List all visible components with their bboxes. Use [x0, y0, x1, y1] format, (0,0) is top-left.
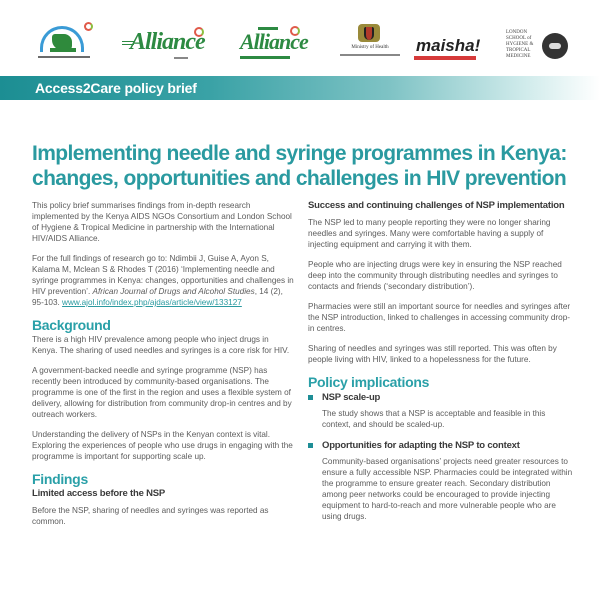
lshtm-seal-icon: [542, 33, 568, 59]
ministry-of-health-logo: Ministry of Health: [330, 20, 410, 66]
policy-item-body: Community-based organisations’ projects need greater resources to ensure a fully accessible NSP. Pharmacies could be integrated within the programme to ensure greater reach. Secondary distribution among peer networks could be encouraged to provide injecting equipment to hard-to-reach and more vulnerable people who are using drugs.: [322, 457, 573, 521]
international-hiv-aids-alliance-logo: Alliance: [240, 22, 300, 62]
square-bullet-icon: [308, 443, 313, 448]
success-paragraph: Sharing of needles and syringes was still reported. This was often by people living with HIV, linked to a hopelessness for the future.: [308, 344, 557, 364]
background-paragraph: Understanding the delivery of NSPs in the Kenyan context is vital. Exploring the experiences of people who use drugs in engaging with the programme is important for supporting scale up.: [32, 430, 293, 461]
findings-paragraph: Before the NSP, sharing of needles and syringes was reported as common.: [32, 506, 269, 526]
document-title: Implementing needle and syringe programmes in Kenya: changes, opportunities and challenges in HIV prevention: [32, 142, 567, 190]
findings-heading: Findings: [32, 471, 88, 487]
findings-subheading: Limited access before the NSP: [32, 488, 166, 499]
policy-item-title: Opportunities for adapting the NSP to context: [322, 440, 520, 451]
policy-item: [308, 391, 574, 430]
kanco-logo: [36, 22, 92, 62]
right-column: [308, 200, 574, 531]
background-heading: Background: [32, 317, 111, 333]
journal-name: African Journal of Drugs and Alcohol Studies: [92, 287, 255, 296]
partner-logos-bar: [0, 0, 600, 72]
lshtm-logo: LONDON SCHOOL of HYGIENE & TROPICAL MEDICINE: [506, 30, 576, 66]
square-bullet-icon: [308, 395, 313, 400]
series-banner: [0, 76, 600, 100]
background-paragraph: There is a high HIV prevalence among people who inject drugs in Kenya. The sharing of used needles and syringes is a core risk for HIV.: [32, 335, 290, 355]
background-paragraph: A government-backed needle and syringe programme (NSP) has recently been introduced by community-based organisations. The programme is one of the first in the region and uses a flexible system of delivery, allowing for distribution from community drop-in centres and by outreach workers.: [32, 366, 292, 419]
success-paragraph: The NSP led to many people reporting they were no longer sharing needles and syringes. Many were comfortable having a supply of injecting equipment and carrying it with them.: [308, 218, 551, 249]
success-heading: Success and continuing challenges of NSP implementation: [308, 200, 565, 211]
article-link[interactable]: www.ajol.info/index.php/ajdas/article/view/133127: [62, 298, 242, 307]
maisha-logo: maisha!: [414, 36, 478, 62]
policy-item-body: The study shows that a NSP is acceptable and feasible in this context, and should be scaled-up.: [322, 409, 546, 429]
alliance-ukraine-logo: Alliance: [122, 27, 202, 63]
success-paragraph: Pharmacies were still an important source for needles and syringes after the NSP introduction, linked to challenges in accessing community drop-in centres.: [308, 302, 571, 333]
policy-item-title: NSP scale-up: [322, 392, 381, 403]
intro-paragraph: This policy brief summarises findings from in-depth research implemented by the Kenya AIDS NGOs Consortium and London School of Hygiene & Tropical Medicine in partnership with the International HIV/AIDS Alliance.: [32, 201, 292, 243]
policy-heading: Policy implications: [308, 374, 430, 390]
citation-paragraph: For the full findings of research go to: Ndimbii J, Guise A, Ayon S, Kalama M, Mclean S & Rhodes T (2016) ‘Implementing needle and syringe programmes in Kenya: changes, opportunities and challenges in HIV prevention’. African Journal of Drugs and Alcohol Studies, 14 (2), 95-103. www.ajol.info/index.php/ajdas/article/view/133127: [32, 254, 294, 307]
series-label: Access2Care policy brief: [35, 80, 197, 96]
policy-item: [308, 439, 574, 522]
left-column: [32, 200, 294, 536]
success-paragraph: People who are injecting drugs were key in ensuring the NSP reached deep into the community through distributing needles and syringes to contacts and friends (‘secondary distribution’).: [308, 260, 562, 291]
